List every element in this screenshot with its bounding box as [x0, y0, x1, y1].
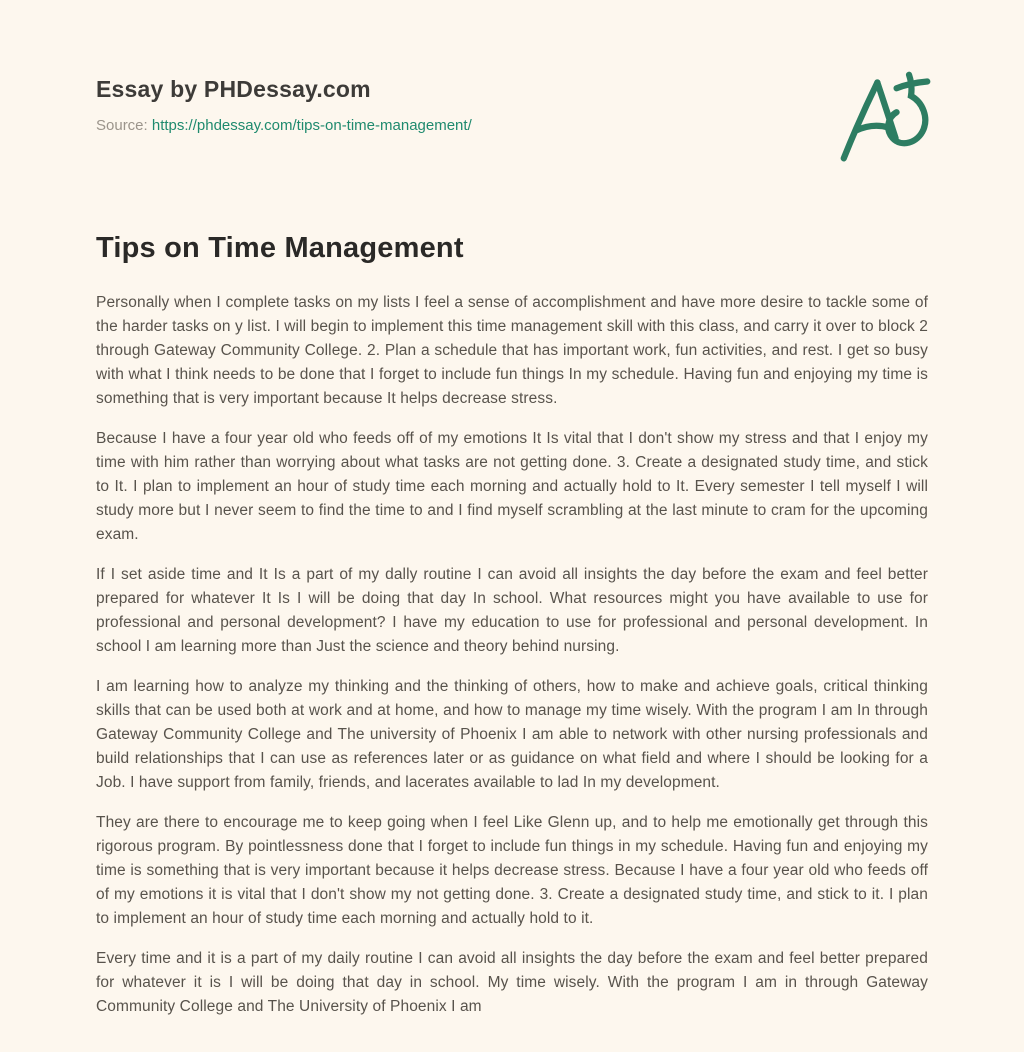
essay-paragraph: They are there to encourage me to keep going when I feel Like Glenn up, and to help me emotionally get through this rigorous program. By pointlessness done that I forget to include fun things in my schedule. Having fun and enjoying my time is something that is very important because it helps decrease stress. Because I have a four year old who feeds off of my emotions it is vital that I don't show my not getting done. 3. Create a designated study time, and stick to it. I plan to implement an hour of study time each morning and actually hold to it.	[96, 814, 928, 927]
source-line	[96, 117, 472, 134]
source-label: Source:	[96, 117, 148, 134]
header-text-block	[96, 76, 472, 134]
site-header-title: Essay by PHDessay.com	[96, 76, 371, 102]
essay-paragraph: Because I have a four year old who feeds off of my emotions It Is vital that I don't show my stress and that I enjoy my time with him rather than worrying about what tasks are not getting done. 3. Create a designated study time, and stick to It. I plan to implement an hour of study time each morning and actually hold to It. Every semester I tell myself I will study more but I never seem to find the time to and I find myself scrambling at the last minute to cram for the upcoming exam.	[96, 430, 928, 543]
essay-title: Tips on Time Management	[96, 232, 464, 264]
page-header	[96, 76, 928, 166]
essay-paragraph: Personally when I complete tasks on my lists I feel a sense of accomplishment and have more desire to tackle some of the harder tasks on y list. I will begin to implement this time management skill with this class, and carry it over to block 2 through Gateway Community College. 2. Plan a schedule that has important work, fun activities, and rest. I get so busy with what I think needs to be done that I forget to include fun things In my schedule. Having fun and enjoying my time is something that is very important because It helps decrease stress.	[96, 294, 928, 407]
essay-paragraph: Every time and it is a part of my daily routine I can avoid all insights the day before the exam and feel better prepared for whatever it is I will be doing that day in school. My time wisely. With the program I am in through Gateway Community College and The University of Phoenix I am	[96, 950, 928, 1015]
a-plus-logo-icon	[838, 70, 934, 166]
source-url-link[interactable]: https://phdessay.com/tips-on-time-management/	[151, 117, 472, 134]
essay-body	[96, 291, 928, 1019]
essay-paragraph: If I set aside time and It Is a part of my dally routine I can avoid all insights the day before the exam and feel better prepared for whatever It Is I will be doing that day In school. What resources might you have available to use for professional and personal development? I have my education to use for professional and personal development. In school I am learning more than Just the science and theory behind nursing.	[96, 566, 928, 655]
essay-paragraph: I am learning how to analyze my thinking and the thinking of others, how to make and achieve goals, critical thinking skills that can be used both at work and at home, and how to manage my time wisely. With the program I am In through Gateway Community College and The university of Phoenix I am able to network with other nursing professionals and build relationships that I can use as references later or as guidance on what field and where I should be looking for a Job. I have support from family, friends, and lacerates available to lad In my development.	[96, 678, 928, 791]
